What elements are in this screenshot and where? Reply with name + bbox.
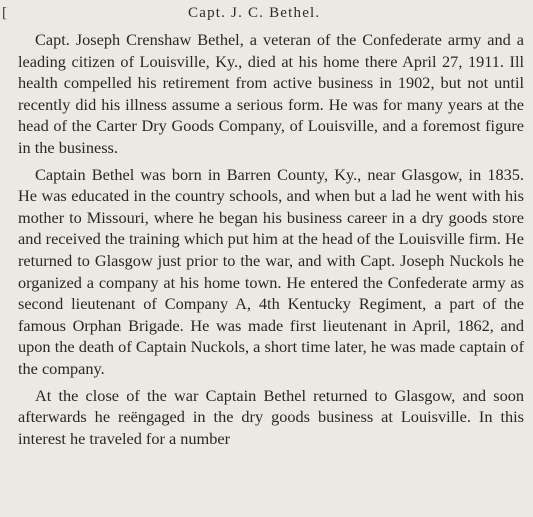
article-body xyxy=(18,29,524,454)
article-title: Capt. J. C. Bethel. xyxy=(188,5,321,21)
page-header xyxy=(0,2,533,28)
paragraph: Capt. Joseph Crenshaw Bethel, a veteran of the Confederate army and a leading citizen of Louisville, Ky., died at his home there April 27, 1911. Ill health compelled his retirement from active business in 1902, but not until recently did his illness assume a serious form. He was for many years at the head of the Carter Dry Goods Company, of Louisville, and a foremost figure in the business. xyxy=(18,30,524,157)
paragraph: At the close of the war Captain Bethel returned to Glasgow, and soon afterwards he reëngaged in the dry goods business at Louisville. In this interest he traveled for a number xyxy=(18,385,524,448)
paragraph: Captain Bethel was born in Barren County, Ky., near Glasgow, in 1835. He was educated in the country schools, and when but a lad he went with his mother to Missouri, where he began his business career in a dry goods store and received the training which put him at the head of the Louisville firm. He returned to Glasgow just prior to the war, and with Capt. Joseph Nuckols he organized a company at his home town. He entered the Confederate army as second lieutenant of Company A, 4th Kentucky Regiment, a part of the famous Orphan Brigade. He was made first lieutenant in April, 1862, and upon the death of Captain Nuckols, a short time later, he was made captain of the company. xyxy=(18,164,524,378)
running-head: [ xyxy=(2,5,36,21)
